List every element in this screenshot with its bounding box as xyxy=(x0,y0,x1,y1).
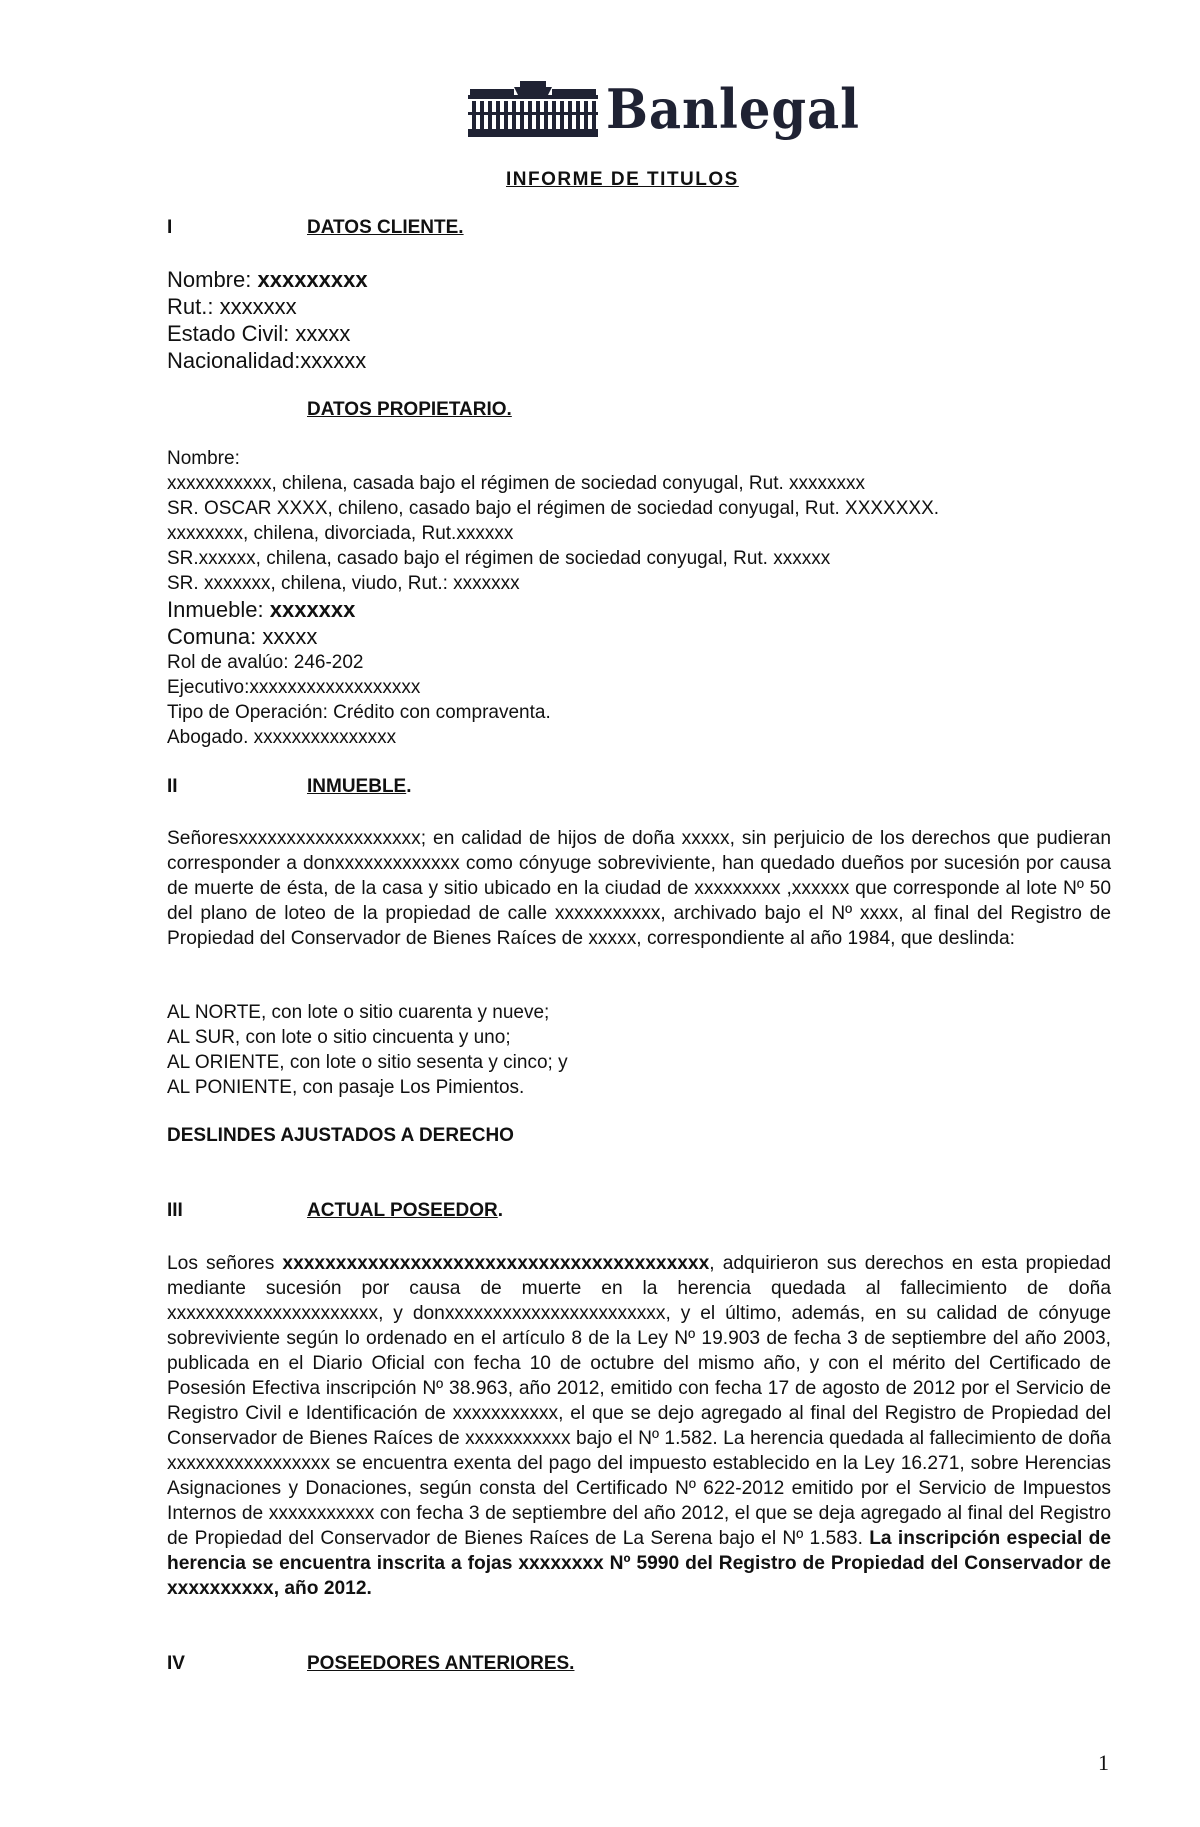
executive: Ejecutivo:xxxxxxxxxxxxxxxxxx xyxy=(167,677,421,698)
boundary-line: AL PONIENTE, con pasaje Los Pimientos. xyxy=(167,1077,525,1098)
operation-type: Tipo de Operación: Crédito con compraventa. xyxy=(167,702,551,723)
brand-name: Banlegal xyxy=(606,77,860,141)
owner-line: SR. OSCAR XXXX, chileno, casado bajo el régimen de sociedad conyugal, Rut. XXXXXXX. xyxy=(167,498,940,519)
section-3-title: ACTUAL POSEEDOR xyxy=(307,1200,498,1221)
banlegal-logo xyxy=(468,74,882,144)
commune: Comuna: xxxxx xyxy=(167,624,318,649)
property-value: xxxxxxx xyxy=(269,597,356,622)
owner-line: SR.xxxxxx, chilena, casado bajo el régimen de sociedad conyugal, Rut. xxxxxx xyxy=(167,548,831,569)
owner-line: SR. xxxxxxx, chilena, viudo, Rut.: xxxxxxx xyxy=(167,573,520,594)
boundary-line: AL NORTE, con lote o sitio cuarenta y nueve; xyxy=(167,1002,550,1023)
section-4-number: IV xyxy=(167,1653,185,1674)
current-owner-body: , adquirieron sus derechos en esta propiedad mediante sucesión por causa de muerte en la herencia quedada al fallecimiento de doña xxxxxxxxxxxxxxxxxxxxxx, y donxxxxxxxxxxxxxxxxxxxxxxx, y el último, además, en su calidad de cónyuge sobreviviente según lo ordenado en el artículo 8 de la Ley Nº 19.903 de fecha 3 de septiembre del año 2003, publicada en el Diario Oficial con fecha 10 de octubre del mismo año, y con el mérito del Certificado de Posesión Efectiva inscripción Nº 38.963, año 2012, emitido con fecha 17 de agosto de 2012 por el Servicio de Registro Civil e Identificación de xxxxxxxxxxx, el que se dejo agregado al final del Registro de Propiedad del Conservador de Bienes Raíces de xxxxxxxxxxx bajo el Nº 1.582. La herencia quedada al fallecimiento de doña xxxxxxxxxxxxxxxxx se encuentra exenta del pago del impuesto establecido en la Ley 16.271, sobre Herencias Asignaciones y Donaciones, según consta del Certificado Nº 622-2012 emitido por el Servicio de Impuestos Internos de xxxxxxxxxxx con fecha 3 de septiembre del año 2012, el que se deja agregado al final del Registro de Propiedad del Conservador de Bienes Raíces de La Serena bajo el Nº 1.583. xyxy=(167,1253,1111,1549)
current-owner-paragraph xyxy=(167,1251,1111,1601)
section-4-title: POSEEDORES ANTERIORES. xyxy=(307,1653,575,1674)
client-civil-status: Estado Civil: xxxxx xyxy=(167,321,351,346)
section-3-heading xyxy=(307,1200,503,1222)
section-2-title: INMUEBLE xyxy=(307,776,407,797)
boundaries-adjusted-note: DESLINDES AJUSTADOS A DERECHO xyxy=(167,1125,514,1146)
boundary-line: AL SUR, con lote o sitio cincuenta y uno; xyxy=(167,1027,511,1048)
section-1-title: DATOS CLIENTE. xyxy=(307,217,464,238)
property-description-text: Señoresxxxxxxxxxxxxxxxxxxx; en calidad de hijos de doña xxxxx, sin perjuicio de los derechos que pudieran corresponder a donxxxxxxxxxxxxx como cónyuge sobreviviente, han quedado dueños por sucesión por causa de muerte de ésta, de la casa y sitio ubicado en la ciudad de xxxxxxxxx ,xxxxxx que corresponde al lote Nº 50 del plano de loteo de la propiedad de calle xxxxxxxxxxx, archivado bajo el Nº xxxx, al final del Registro de Propiedad del Conservador de Bienes Raíces de xxxxx, correspondiente al año 1984, que deslinda: xyxy=(167,828,1111,949)
property-label: Inmueble: xyxy=(167,597,270,622)
section-2-number: II xyxy=(167,776,178,797)
lawyer: Abogado. xxxxxxxxxxxxxxx xyxy=(167,727,397,748)
section-3-title-suffix: . xyxy=(497,1200,504,1221)
document-title: INFORME DE TITULOS xyxy=(506,169,739,190)
section-2-title-suffix: . xyxy=(406,776,412,797)
current-owner-intro: Los señores xyxy=(167,1253,283,1274)
client-nationality: Nacionalidad:xxxxxx xyxy=(167,348,367,373)
client-name-label: Nombre: xyxy=(167,267,258,292)
section-2-heading xyxy=(307,776,412,798)
client-rut: Rut.: xxxxxxx xyxy=(167,294,297,319)
property-description-paragraph xyxy=(167,826,1111,951)
client-name-value: xxxxxxxxx xyxy=(257,267,368,292)
section-1-number: I xyxy=(167,217,173,238)
page-number: 1 xyxy=(1098,1750,1109,1775)
current-owner-names: xxxxxxxxxxxxxxxxxxxxxxxxxxxxxxxxxxxxxxxx xyxy=(282,1253,710,1274)
owner-line: xxxxxxxx, chilena, divorciada, Rut.xxxxxx xyxy=(167,523,514,544)
property-line xyxy=(167,596,355,623)
owner-name-label: Nombre: xyxy=(167,448,240,469)
client-name-line xyxy=(167,266,368,293)
owner-line: xxxxxxxxxxx, chilena, casada bajo el régimen de sociedad conyugal, Rut. xxxxxxxx xyxy=(167,473,866,494)
bank-building-icon xyxy=(468,81,598,137)
appraisal-role: Rol de avalúo: 246-202 xyxy=(167,652,364,673)
boundary-line: AL ORIENTE, con lote o sitio sesenta y cinco; y xyxy=(167,1052,568,1073)
owner-data-title: DATOS PROPIETARIO. xyxy=(307,399,512,420)
section-3-number: III xyxy=(167,1200,183,1221)
current-owner-inscription: La inscripción especial de herencia se encuentra inscrita a fojas xxxxxxxx Nº 5990 del Registro de Propiedad del Conservador de xxxxxxxxxx, año 2012. xyxy=(167,1528,1111,1599)
